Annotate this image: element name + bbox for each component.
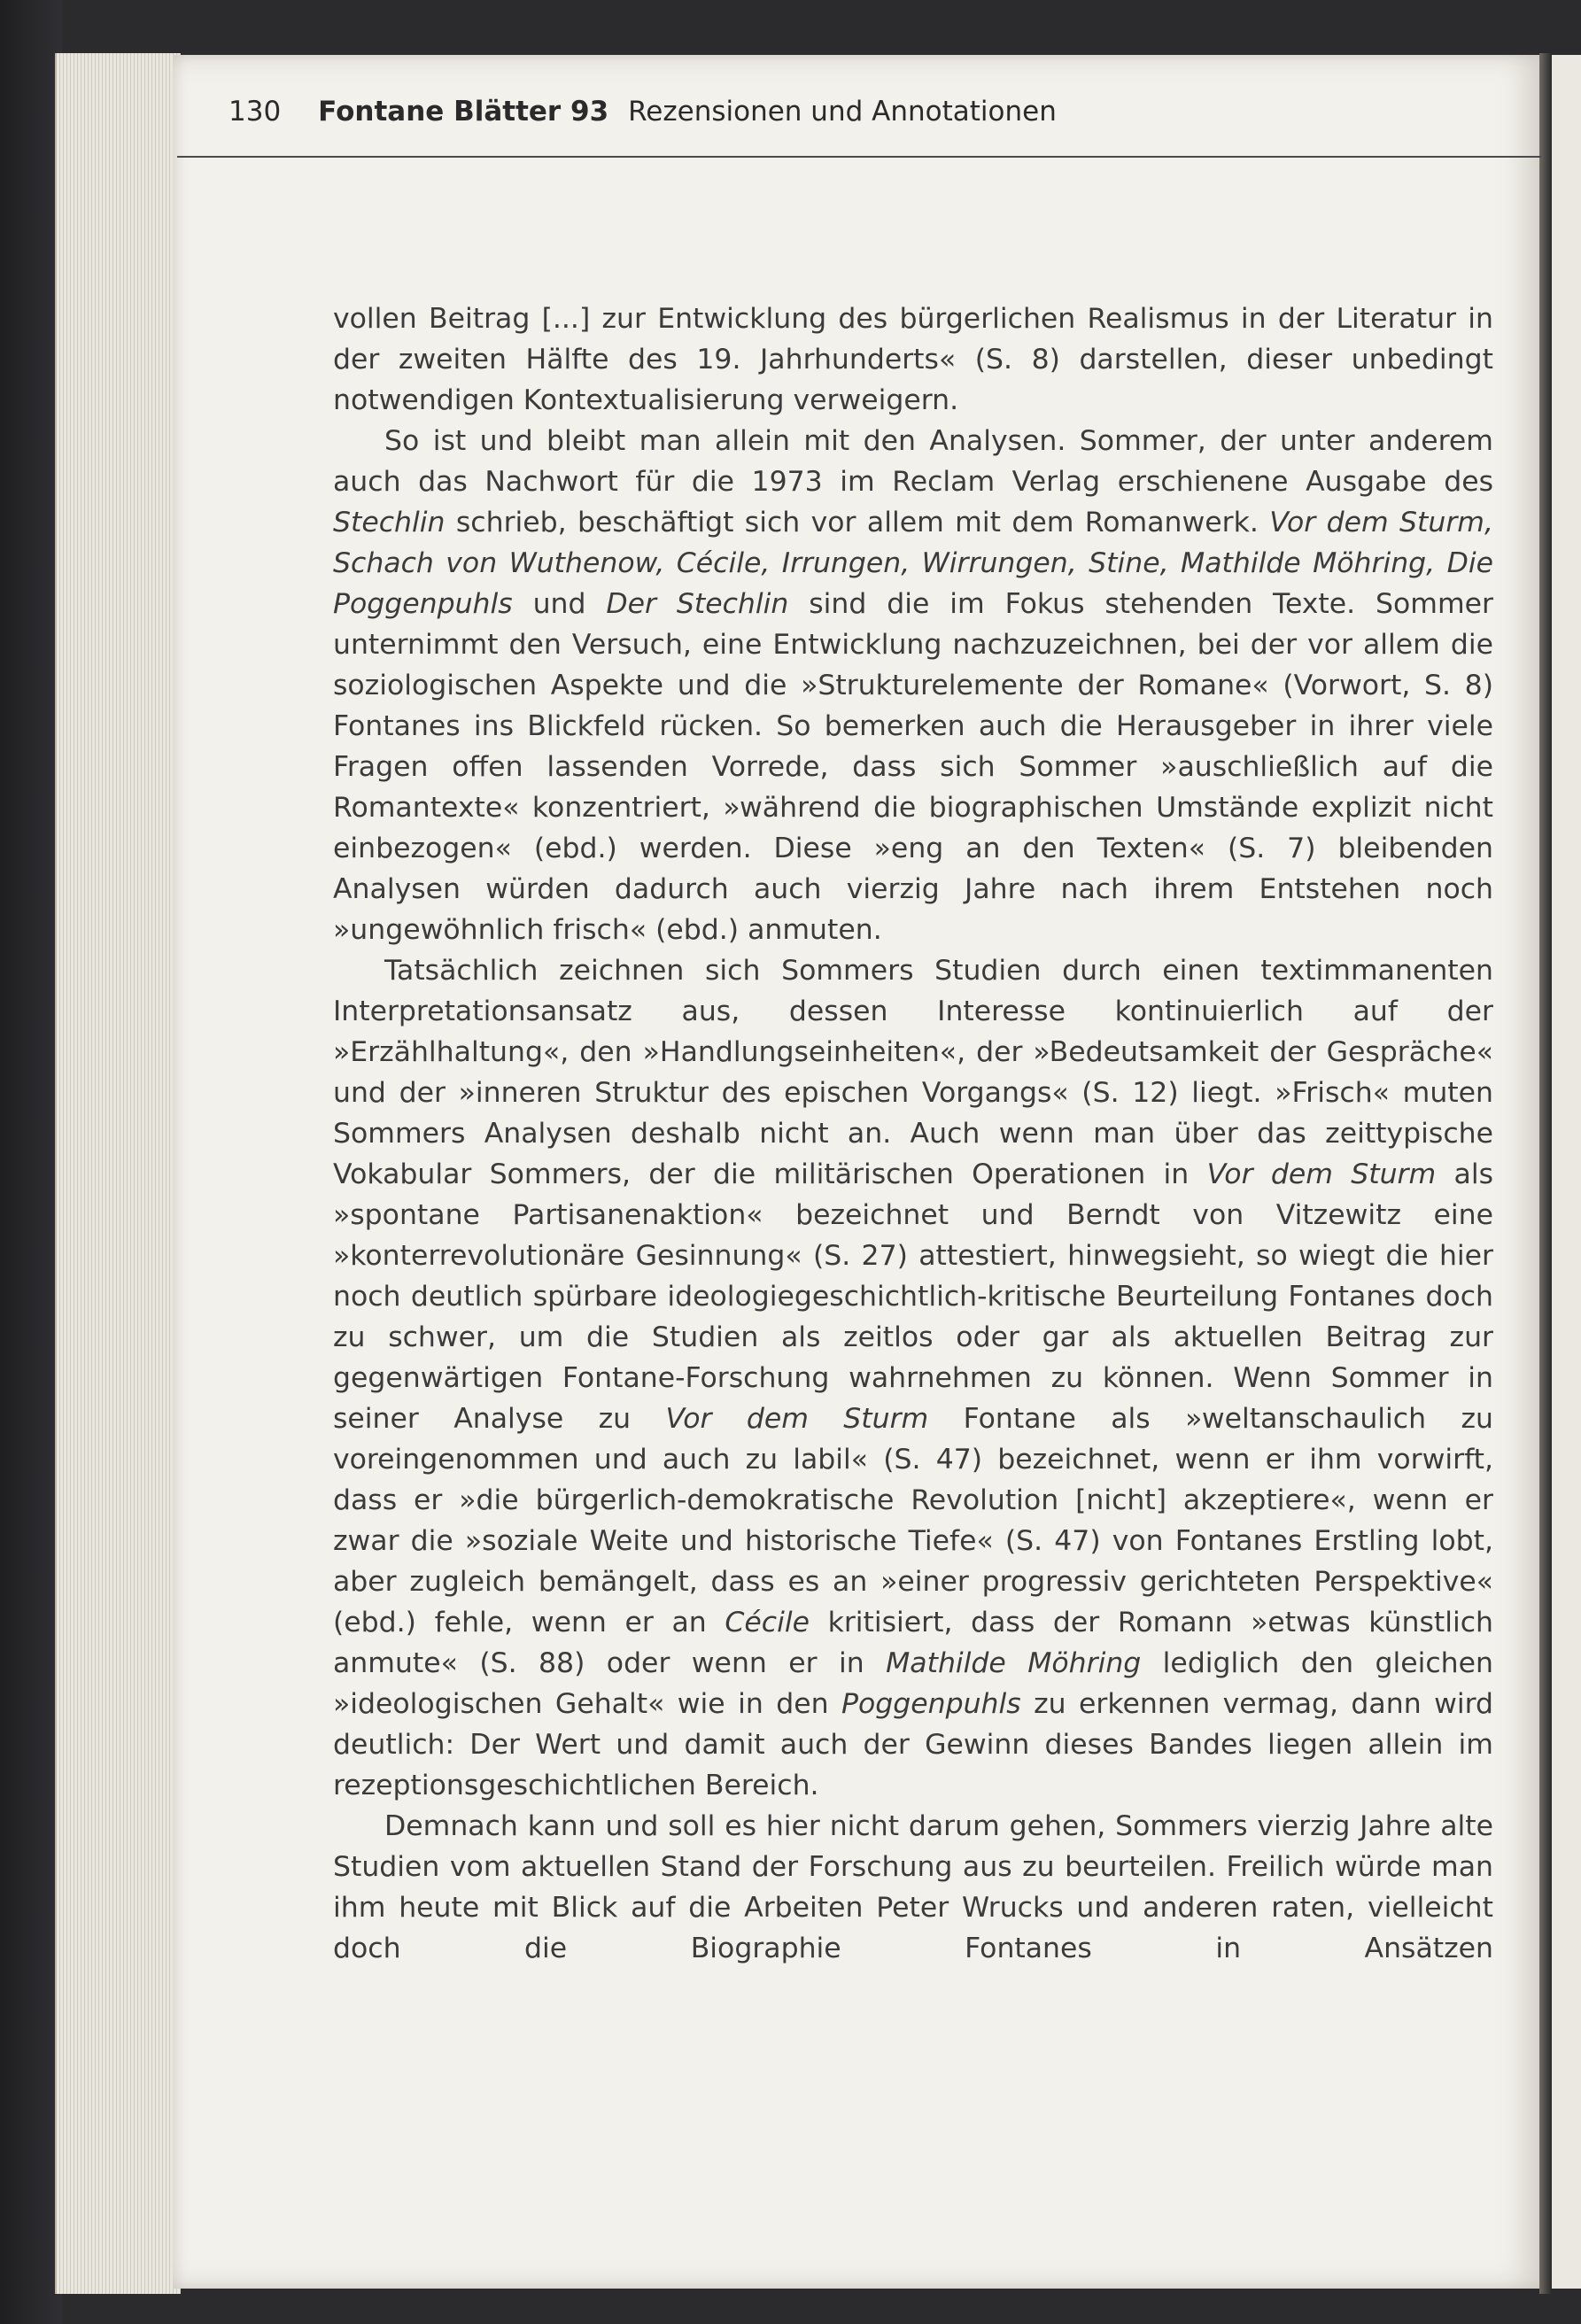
italic-title: Cécile	[725, 1607, 810, 1638]
text-run: kritisiert, dass der Romann »etwas künstlich anmute« (S. 88) oder wenn er in	[333, 1607, 1493, 1679]
paragraph	[333, 298, 1493, 421]
scan-background-left	[0, 0, 62, 2324]
paragraph	[333, 950, 1493, 1806]
page-number: 130	[229, 96, 282, 128]
text-run: So ist und bleibt man allein mit den Analysen. Sommer, der unter anderem auch das Nachwort für die 1973 im Reclam Verlag erschienene Ausgabe des	[333, 425, 1493, 498]
italic-title: Poggenpuhls	[841, 1688, 1021, 1720]
paragraph	[333, 1806, 1493, 1969]
journal-title: Fontane Blätter 93	[318, 96, 609, 128]
text-run: Tatsächlich zeichnen sich Sommers Studien durch einen textimmanenten Interpretationsansatz aus, dessen Interesse kontinuierlich auf der »Erzählhaltung«, den »Handlungseinheiten«, der »Bedeutsamkeit der Gespräche« und der »inneren Struktur des epischen Vorgangs« (S. 12) liegt. »Frisch« muten Sommers Analysen deshalb nicht an. Auch wenn man über das zeittypische Vokabular Sommers, der die militärischen Operationen in	[333, 955, 1493, 1190]
italic-title: Vor dem Sturm	[1206, 1158, 1437, 1190]
text-run: lediglich den gleichen »ideologischen Gehalt« wie in den	[333, 1647, 1493, 1720]
text-run: Demnach kann und soll es hier nicht darum gehen, Sommers vierzig Jahre alte Studien vom aktuellen Stand der Forschung aus zu beurteilen. Freilich würde man ihm heute mit Blick auf die Arbeiten Peter Wrucks und anderen raten, vielleicht doch die Biographie Fontanes in Ansätzen	[333, 1810, 1493, 1964]
italic-title: Der Stechlin	[606, 588, 789, 620]
book-gutter	[1539, 53, 1552, 2294]
header-rule	[177, 156, 1541, 158]
text-run: und	[512, 588, 607, 620]
italic-title: Vor dem Sturm, Schach von Wuthenow, Cécile, Irrungen, Wirrungen, Stine, Mathilde Möhring, Die Poggenpuhls	[333, 507, 1493, 620]
section-title: Rezensionen und Annotationen	[628, 96, 1057, 128]
body-text	[333, 298, 1493, 1969]
text-run: sind die im Fokus stehenden Texte. Sommer unternimmt den Versuch, eine Entwicklung nachzuzeichnen, bei der vor allem die soziologischen Aspekte und die »Strukturelemente der Romane« (Vorwort, S. 8) Fontanes ins Blickfeld rücken. So bemerken auch die Herausgeber in ihrer viele Fragen offen lassenden Vorrede, dass sich Sommer »auschließlich auf die Romantexte« konzentriert, »während die biographischen Umstände explizit nicht einbezogen« (ebd.) werden. Diese »eng an den Texten« (S. 7) bleibenden Analysen würden dadurch auch vierzig Jahre nach ihrem Entstehen noch »ungewöhnlich frisch« (ebd.) anmuten.	[333, 588, 1494, 946]
text-run: schrieb, beschäftigt sich vor allem mit dem Romanwerk.	[445, 507, 1270, 538]
text-run: als »spontane Partisanenaktion« bezeichnet und Berndt von Vitzewitz eine »konterrevolutionäre Gesinnung« (S. 27) attestiert, hinwegsieht, so wiegt die hier noch deutlich spürbare ideologiegeschichtlich-kritische Beurteilung Fontanes doch zu schwer, um die Studien als zeitlos oder gar als aktuellen Beitrag zur gegenwärtigen Fontane-Forschung wahrnehmen zu können. Wenn Sommer in seiner Analyse zu	[333, 1158, 1493, 1435]
running-header	[229, 96, 1504, 140]
paragraph	[333, 421, 1493, 950]
text-run: vollen Beitrag [...] zur Entwicklung des bürgerlichen Realismus in der Literatur in der zweiten Hälfte des 19. Jahrhunderts« (S. 8) darstellen, dieser unbedingt notwendigen Kontextualisierung verweigern.	[333, 303, 1493, 416]
facing-page-edge	[1552, 55, 1581, 2289]
text-run: zu erkennen vermag, dann wird deutlich: Der Wert und damit auch der Gewinn dieses Bandes liegen allein im rezeptionsgeschichtlichen Bereich.	[333, 1688, 1493, 1801]
page-stack-edges	[55, 53, 181, 2294]
italic-title: Stechlin	[333, 507, 446, 538]
italic-title: Mathilde Möhring	[886, 1647, 1142, 1679]
italic-title: Vor dem Sturm	[665, 1403, 929, 1435]
text-run: Fontane als »weltanschaulich zu voreingenommen und auch zu labil« (S. 47) bezeichnet, wenn er ihm vorwirft, dass er »die bürgerlich-demokratische Revolution [nicht] akzeptiere«, wenn er zwar die »soziale Weite und historische Tiefe« (S. 47) von Fontanes Erstling lobt, aber zugleich bemängelt, dass es an »einer progressiv gerichteten Perspektive« (ebd.) fehle, wenn er an	[333, 1403, 1493, 1638]
